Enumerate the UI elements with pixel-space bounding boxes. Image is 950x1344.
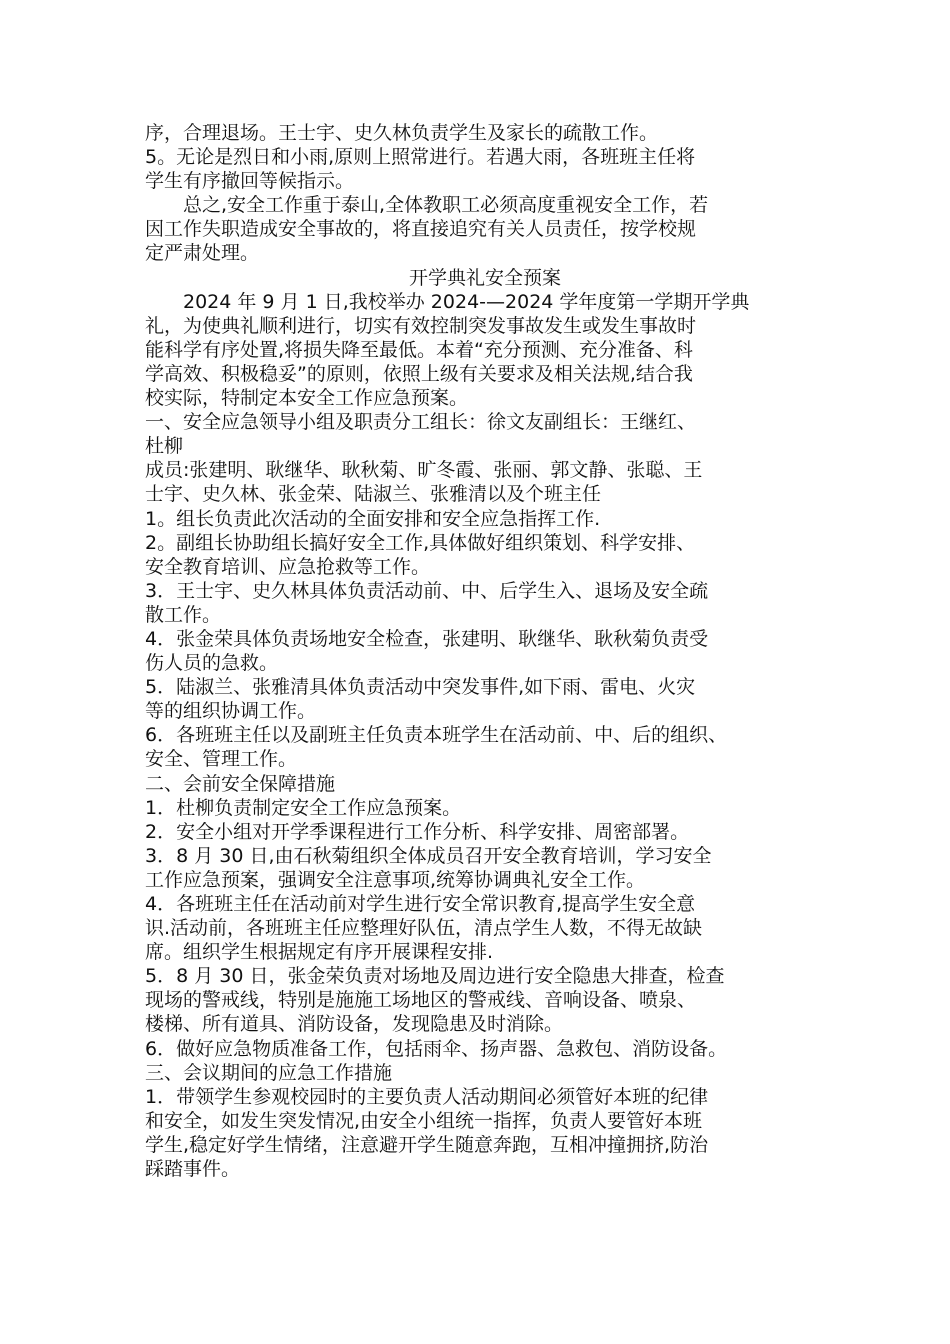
text-line: 能科学有序处置,将损失降至最低。本着“充分预测、充分准备、科 (145, 338, 693, 361)
text-line: 总之,安全工作重于泰山,全体教职工必须高度重视安全工作，若 (183, 194, 709, 217)
text-line: 席。组织学生根据规定有序开展课程安排. (145, 941, 494, 964)
text-line: 识.活动前，各班班主任应整理好队伍，清点学生人数，不得无故缺 (145, 917, 703, 940)
text-line: 6．做好应急物质准备工作，包括雨伞、扬声器、急救包、消防设备。 (145, 1037, 728, 1060)
text-line: 3．8 月 30 日,由石秋菊组织全体成员召开安全教育培训，学习安全 (145, 844, 712, 867)
text-line: 楼梯、所有道具、消防设备，发现隐患及时消除。 (145, 1013, 564, 1036)
text-line: 学生有序撤回等候指示。 (145, 170, 355, 193)
text-line: 成员:张建明、耿继华、耿秋菊、旷冬霞、张丽、郭文静、张聪、王 (145, 459, 703, 482)
text-line: 3．王士宇、史久林具体负责活动前、中、后学生入、退场及安全疏 (145, 579, 709, 602)
text-line: 伤人员的急救。 (145, 652, 279, 675)
text-line: 2．安全小组对开学季课程进行工作分析、科学安排、周密部署。 (145, 820, 690, 843)
text-line: 5．陆淑兰、张雅清具体负责活动中突发事件,如下雨、雷电、火灾 (145, 676, 696, 699)
text-line: 学生,稳定好学生情绪，注意避开学生随意奔跑，互相冲撞拥挤,防治 (145, 1133, 709, 1156)
text-line: 安全教育培训、应急抢救等工作。 (145, 555, 431, 578)
text-line: 一、安全应急领导小组及职责分工组长：徐文友副组长：王继红、 (145, 411, 697, 434)
text-line: 礼，为使典礼顺利进行，切实有效控制突发事故发生或发生事故时 (145, 314, 697, 337)
text-line: 因工作失职造成安全事故的，将直接追究有关人员责任，按学校规 (145, 218, 697, 241)
text-line: 安全、管理工作。 (145, 748, 298, 771)
text-line: 三、会议期间的应急工作措施 (145, 1061, 393, 1084)
text-line: 踩踏事件。 (145, 1158, 241, 1181)
text-line: 序，合理退场。王士宇、史久林负责学生及家长的疏散工作。 (145, 122, 659, 144)
text-line: 等的组织协调工作。 (145, 700, 317, 723)
text-line: 1。组长负责此次活动的全面安排和安全应急指挥工作. (145, 507, 601, 530)
text-line: 2。副组长协助组长搞好安全工作,具体做好组织策划、科学安排、 (145, 531, 696, 554)
text-line: 现场的警戒线，特别是施施工场地区的警戒线、音响设备、喷泉、 (145, 989, 697, 1012)
text-line: 1．杜柳负责制定安全工作应急预案。 (145, 796, 462, 819)
text-line: 学高效、积极稳妥”的原则，依照上级有关要求及相关法规,结合我 (145, 362, 693, 385)
text-line: 1．带领学生参观校园时的主要负责人活动期间必须管好本班的纪律 (145, 1085, 709, 1108)
text-line: 杜柳 (145, 435, 184, 458)
text-line: 4．各班班主任在活动前对学生进行安全常识教育,提高学生安全意 (145, 893, 696, 915)
text-line: 二、会前安全保障措施 (145, 772, 336, 795)
text-line: 士宇、史久林、张金荣、陆淑兰、张雅清以及个班主任 (145, 483, 602, 506)
section-title: 开学典礼安全预案 (408, 266, 561, 289)
text-line: 工作应急预案，强调安全注意事项,统筹协调典礼安全工作。 (145, 868, 646, 891)
document-body (145, 121, 825, 1181)
text-line: 散工作。 (145, 603, 222, 626)
text-line: 和安全，如发生突发情况,由安全小组统一指挥，负责人要管好本班 (145, 1109, 703, 1132)
text-line: 2024 年 9 月 1 日,我校举办 2024-—2024 学年度第一学期开学典 (183, 290, 750, 313)
text-line: 6．各班班主任以及副班主任负责本班学生在活动前、中、后的组织、 (145, 724, 728, 747)
text-line: 定严肃处理。 (145, 242, 260, 265)
text-line: 4．张金荣具体负责场地安全检查，张建明、耿继华、耿秋菊负责受 (145, 627, 709, 650)
text-line: 校实际，特制定本安全工作应急预案。 (145, 387, 469, 410)
text-line: 5。无论是烈日和小雨,原则上照常进行。若遇大雨，各班班主任将 (145, 146, 696, 169)
text-line: 5．8 月 30 日，张金荣负责对场地及周边进行安全隐患大排查，检查 (145, 965, 725, 988)
